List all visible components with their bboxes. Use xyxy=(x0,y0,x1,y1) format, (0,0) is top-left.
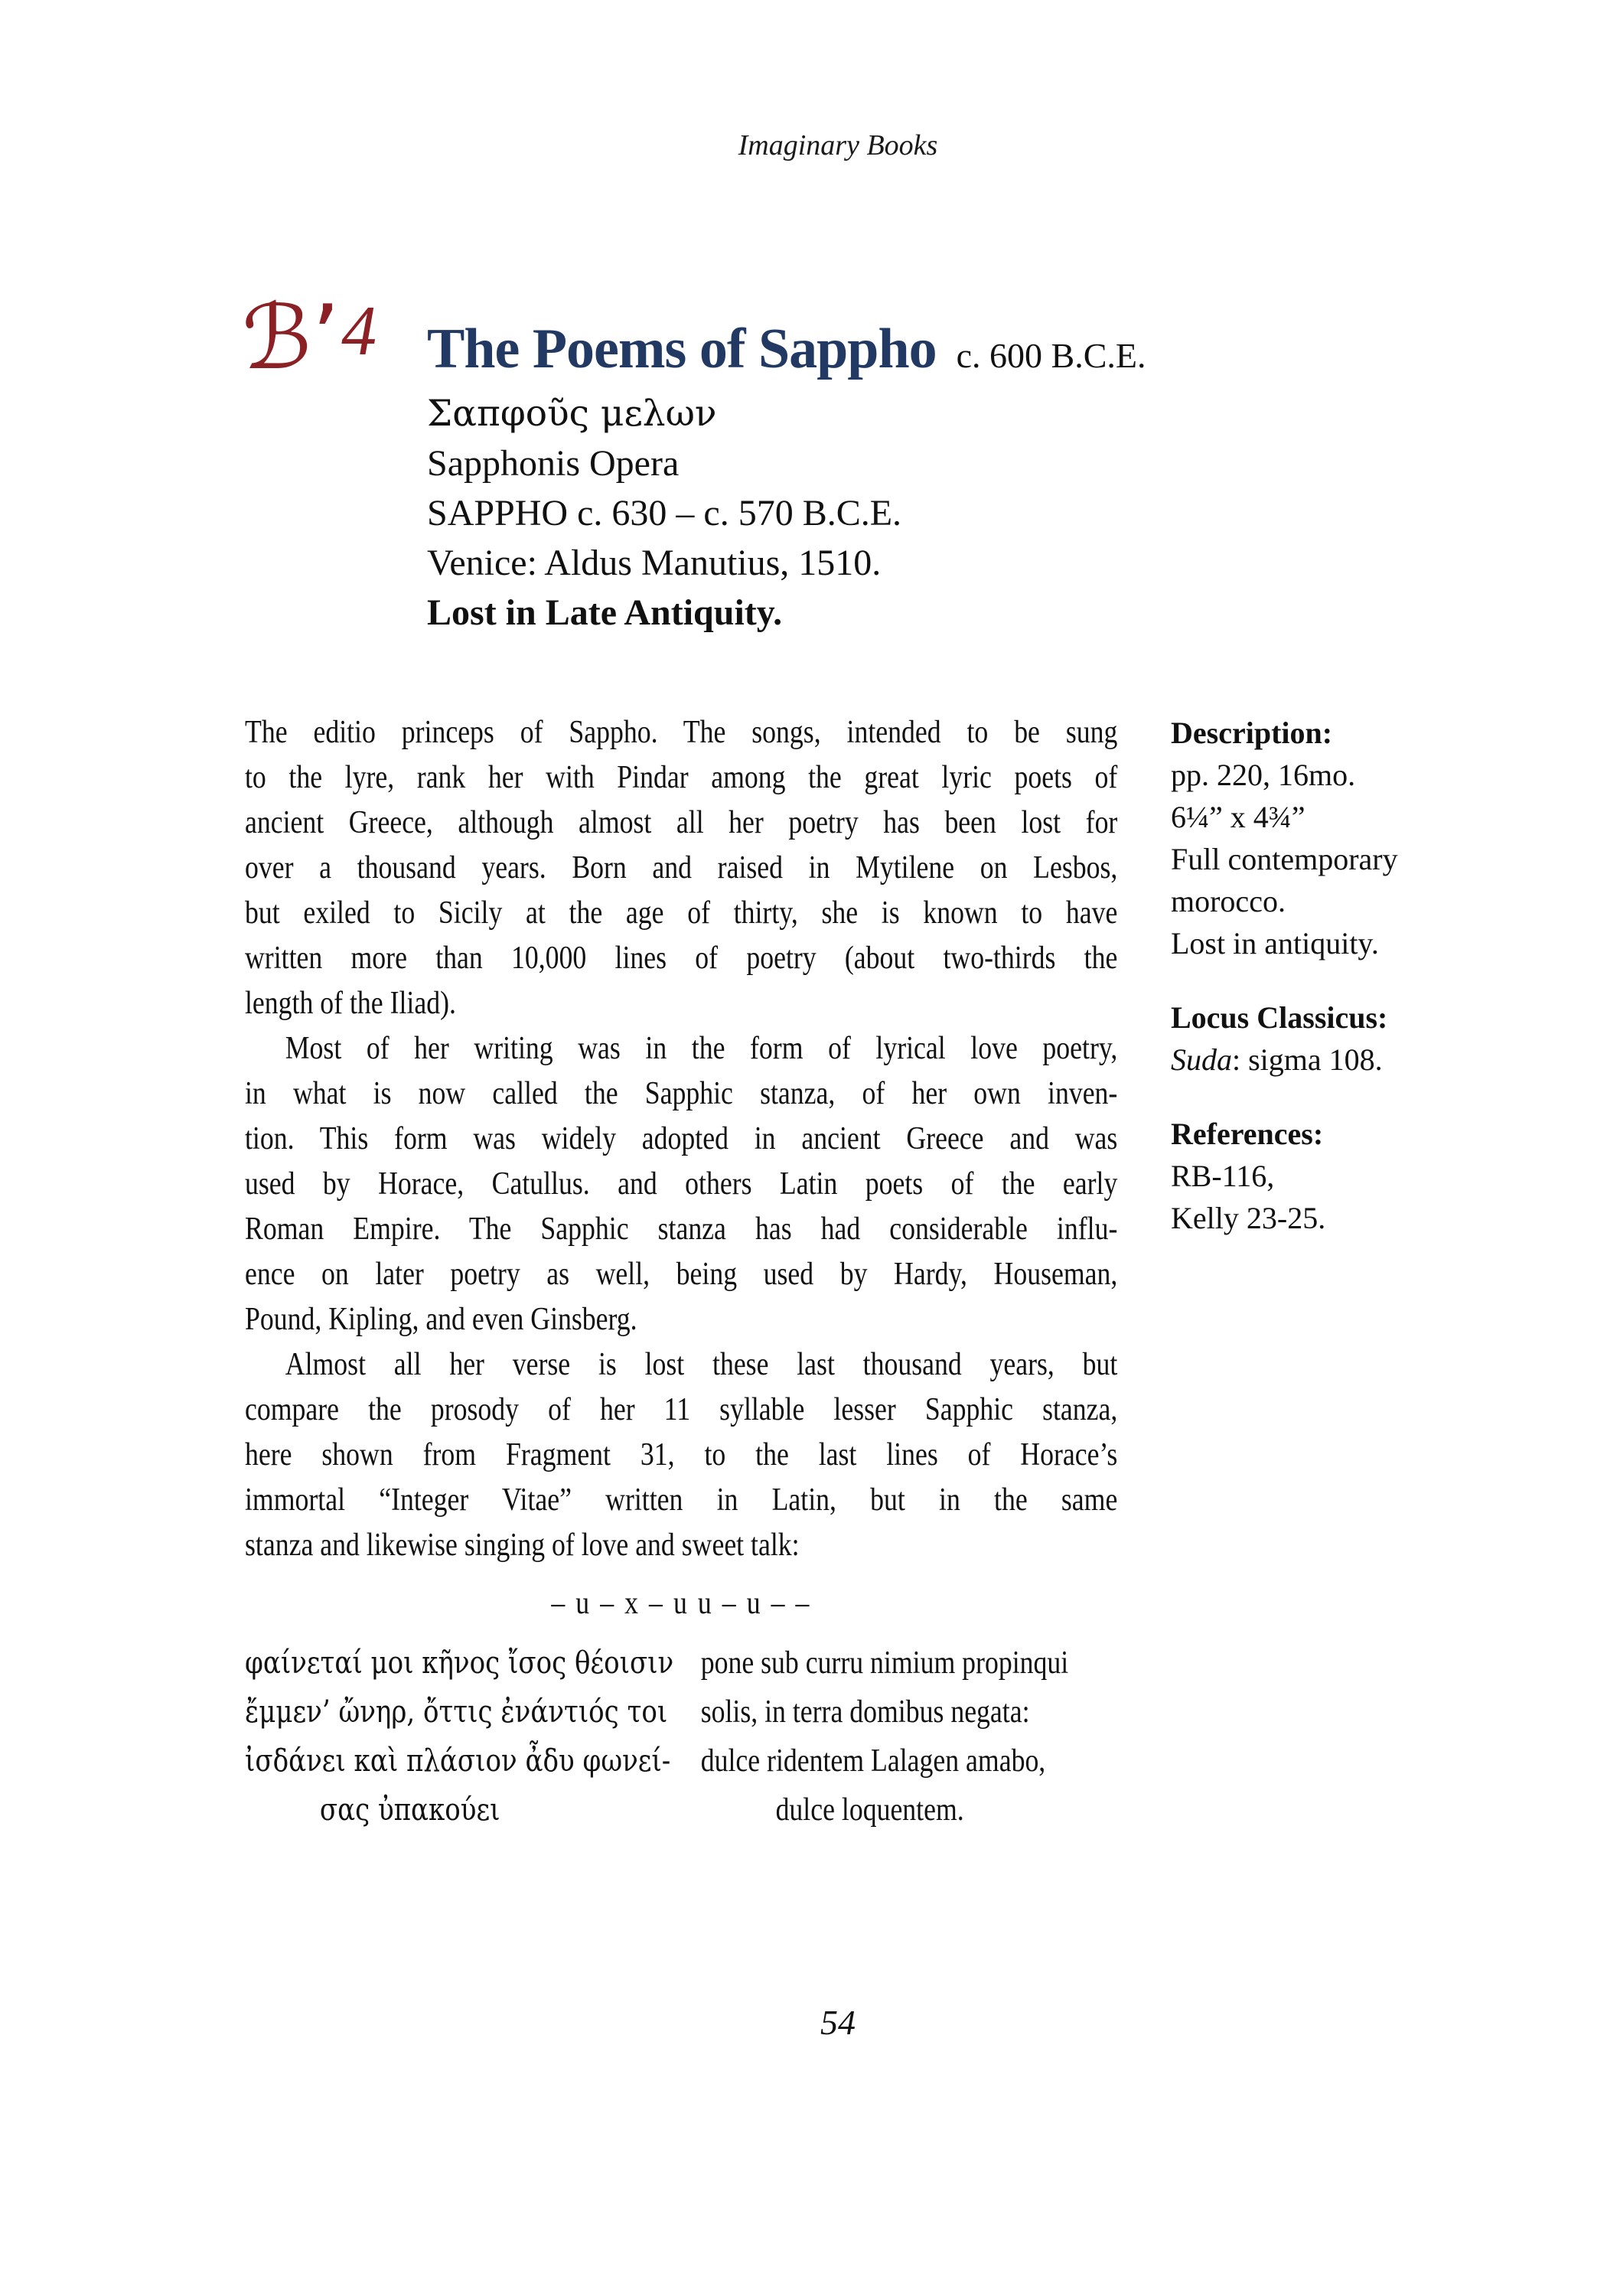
body-text-line: used by Horace, Catullus. and others Latin poets of the early xyxy=(245,1166,1118,1202)
body-text-line: over a thousand years. Born and raised in Mytilene on Lesbos, xyxy=(245,850,1118,885)
meter-scheme-line: – u – x – u u – u – – xyxy=(551,1586,811,1621)
entry-title-line xyxy=(427,317,1146,382)
entry-ornament xyxy=(242,286,377,390)
description-line: pp. 220, 16mo. xyxy=(1171,758,1356,792)
sidebar-locus-section xyxy=(1171,996,1439,1081)
locus-classicus-line xyxy=(1171,1039,1439,1081)
body-text-line: compare the prosody of her 11 syllable lesser Sapphic stanza, xyxy=(245,1392,1118,1427)
body-text-line: in what is now called the Sapphic stanza, of her own inven- xyxy=(245,1076,1118,1111)
latin-verse-line: solis, in terra domibus negata: xyxy=(700,1694,1030,1730)
body-text-line: immortal “Integer Vitae” written in Latin, but in the same xyxy=(245,1482,1118,1518)
body-text-line: but exiled to Sicily at the age of thirty, she is known to have xyxy=(245,895,1118,931)
body-text-line: stanza and likewise singing of love and sweet talk: xyxy=(245,1528,800,1563)
description-line: 6¼” x 4¾” xyxy=(1171,800,1305,834)
verse-comparison xyxy=(245,1639,1117,1835)
body-text-line: written more than 10,000 lines of poetry (about two-thirds the xyxy=(245,941,1118,976)
body-paragraphs xyxy=(245,710,1117,1568)
reference-line: RB-116, xyxy=(1171,1159,1275,1193)
greek-verse-line: ἰσδάνει καὶ πλάσιον ἆδυ φωνεί- xyxy=(245,1743,671,1779)
latin-verse-line: dulce loquentem. xyxy=(775,1792,964,1828)
subtitle-line: Venice: Aldus Manutius, 1510. xyxy=(427,543,882,583)
body-text-line: here shown from Fragment 31, to the last lines of Horace’s xyxy=(245,1437,1118,1473)
references-lines xyxy=(1171,1155,1439,1239)
body-text-line: tion. This form was widely adopted in ancient Greece and was xyxy=(245,1121,1118,1156)
sidebar xyxy=(1171,712,1439,1271)
latin-verse-line: pone sub curru nimium propinqui xyxy=(700,1645,1069,1681)
subtitle-block xyxy=(427,389,901,638)
description-lines xyxy=(1171,754,1439,964)
latin-verse-line: dulce ridentem Lalagen amabo, xyxy=(700,1743,1046,1779)
body-text-line: Almost all her verse is lost these last thousand years, but xyxy=(285,1347,1118,1382)
description-line: Lost in antiquity. xyxy=(1171,926,1379,960)
locus-work-title: Suda xyxy=(1171,1042,1232,1077)
running-header: Imaginary Books xyxy=(738,129,938,161)
body-text-line: Roman Empire. The Sapphic stanza has had considerable influ- xyxy=(245,1212,1118,1247)
latin-verse-column xyxy=(701,1639,1068,1835)
body-text-line: to the lyre, rank her with Pindar among the great lyric poets of xyxy=(245,760,1118,795)
description-line: Full contemporary morocco. xyxy=(1171,842,1398,918)
description-heading: Description: xyxy=(1171,716,1333,750)
references-heading: References: xyxy=(1171,1117,1324,1151)
sidebar-references-section xyxy=(1171,1113,1439,1239)
subtitle-line: Σαπφοῦς μελων xyxy=(427,393,717,435)
body-text-line: The editio princeps of Sappho. The songs, intended to be sung xyxy=(245,715,1118,750)
main-text-column xyxy=(245,710,1117,1835)
locus-classicus-heading: Locus Classicus: xyxy=(1171,1000,1388,1035)
greek-verse-line: σας ὐπακούει xyxy=(319,1792,500,1828)
greek-verse-line: ἔμμεν’ ὤνηρ, ὄττις ἐνάντιός τοι xyxy=(245,1694,668,1730)
page-number: 54 xyxy=(820,2003,856,2042)
subtitle-line: Sapphonis Opera xyxy=(427,443,680,484)
ornament-number: 4 xyxy=(341,292,377,370)
body-text-line: Most of her writing was in the form of lyrical love poetry, xyxy=(285,1031,1118,1066)
ornament-script-b: ℬ’ xyxy=(242,286,341,390)
reference-line: Kelly 23-25. xyxy=(1171,1201,1326,1235)
greek-verse-line: φαίνεταί μοι κῆνος ἴσος θέοισιν xyxy=(245,1645,674,1681)
greek-verse-column xyxy=(245,1639,701,1835)
sidebar-description-section xyxy=(1171,712,1439,964)
subtitle-line: SAPPHO c. 630 – c. 570 B.C.E. xyxy=(427,493,902,533)
body-text-line: ence on later poetry as well, being used by Hardy, Houseman, xyxy=(245,1257,1118,1292)
entry-title: The Poems of Sappho xyxy=(427,318,937,380)
subtitle-line: Lost in Late Antiquity. xyxy=(427,592,783,633)
entry-title-date: c. 600 B.C.E. xyxy=(956,336,1146,375)
body-text-line: ancient Greece, although almost all her poetry has been lost for xyxy=(245,805,1118,840)
body-text-line: length of the Iliad). xyxy=(245,986,456,1021)
body-text-line: Pound, Kipling, and even Ginsberg. xyxy=(245,1302,637,1337)
locus-reference: : sigma 108. xyxy=(1232,1042,1383,1077)
